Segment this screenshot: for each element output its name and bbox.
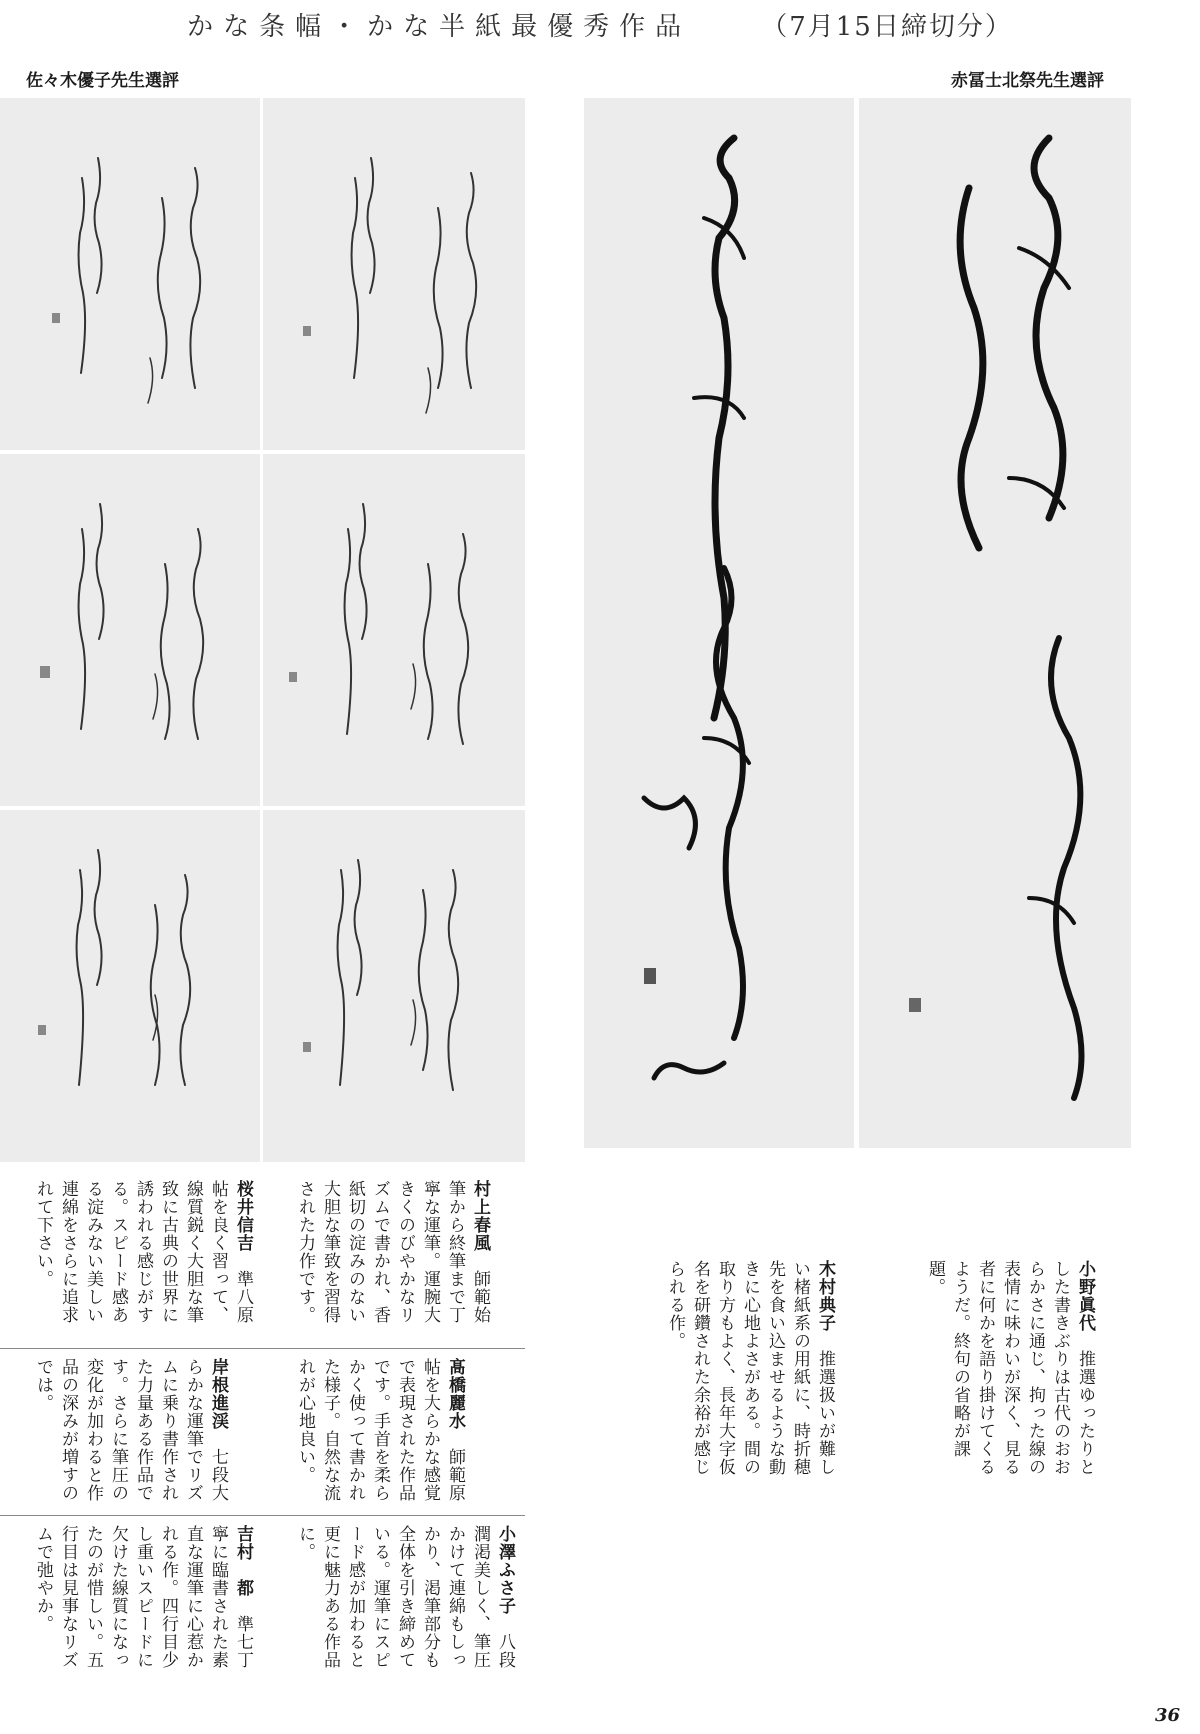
comment-name: 村上春風 (470, 1180, 490, 1252)
comment-left-5 (292, 1525, 517, 1675)
comment-left-2 (30, 1180, 255, 1335)
comment-rank: 推選 (1075, 1350, 1095, 1386)
divider (0, 1348, 525, 1349)
comment-right-2 (662, 1260, 837, 1490)
left-selector-label: 佐々木優子先生選評 (26, 71, 179, 91)
title-subtitle: （7月15日締切分） (761, 12, 1013, 42)
right-selector-label: 赤冨士北祭先生選評 (951, 71, 1104, 91)
comment-text: 始筆から終筆まで丁寧な運筆。運腕大きくのびやかなリズムで書かれ、香紙切の淀みのない大胆な筆致を習得された力作です。 (295, 1180, 490, 1324)
comment-rank: 七段 (208, 1448, 228, 1484)
comment-text: 大らかな運筆でリズムに乗り書作された力量ある作品です。さらに筆圧の変化が加わると作品の深みが増すのでは。 (33, 1358, 228, 1502)
comment-rank: 推選 (815, 1350, 835, 1386)
calligraphy-work-image (0, 810, 260, 1162)
calligraphy-work-image (263, 454, 525, 806)
comment-rank: 準七 (233, 1615, 253, 1651)
title-main: かな条幅・かな半紙最優秀作品 (187, 12, 692, 42)
comment-name: 木村典子 (815, 1260, 835, 1332)
comment-left-6 (30, 1525, 255, 1675)
comment-left-1 (292, 1180, 492, 1335)
comment-name: 小野眞代 (1075, 1260, 1095, 1332)
comment-rank: 八段 (495, 1633, 515, 1669)
calligraphy-work-image (584, 98, 854, 1148)
divider (0, 1515, 525, 1516)
comment-text: 原帖を良く習って、線質鋭く大胆な筆致に古典の世界に誘われる感じがする。スピード感ある淀みない美しい連綿をさらに追求れて下さい。 (33, 1180, 253, 1324)
page-title (0, 6, 1200, 43)
comment-text: 潤渇美しく、筆圧かけて連綿もしっかり、渇筆部分も全体を引き締めている。運筆にスピード感が加わると更に魅力ある作品に。 (295, 1525, 490, 1669)
calligraphy-work-image (0, 98, 260, 450)
comment-right-1 (922, 1260, 1097, 1490)
calligraphy-work-image (0, 454, 260, 806)
comment-text: 扱いが難しい楮紙系の用紙に、時折穂先を食い込ませるような動きに心地よさがある。間の取り方もよく、長年大字仮名を研鑽された余裕が感じられる作。 (665, 1260, 835, 1476)
comment-name: 岸根進渓 (208, 1358, 228, 1430)
comment-name: 髙橋麗水 (445, 1358, 465, 1430)
page-number: 36 (1154, 1705, 1180, 1726)
calligraphy-work-image (263, 810, 525, 1162)
comment-name: 吉村 都 (233, 1525, 253, 1597)
calligraphy-work-image (263, 98, 525, 450)
comment-name: 小澤ふさ子 (495, 1525, 515, 1615)
comment-rank: 準八 (233, 1270, 253, 1306)
comment-rank: 師範 (445, 1448, 465, 1484)
comment-rank: 師範 (470, 1270, 490, 1306)
comment-left-4 (30, 1358, 230, 1503)
comment-text: 丁寧に臨書された素直な運筆に心惹かれる作。四行目少し重いスピードに欠けた線質になったのが惜しい。五行目は見事なリズムで弛やか。 (33, 1525, 253, 1669)
calligraphy-work-image (859, 98, 1131, 1148)
comment-text: ゆったりとした書きぶりは古代のおおらかさに通じ、拘った線の表情に味わいが深く、見る者に何かを語り掛けてくるようだ。終句の省略が課題。 (925, 1260, 1095, 1476)
comment-text: 原帖を大らかな感覚で表現された作品です。手首を柔らかく使って書かれた様子。自然な流れが心地良い。 (295, 1358, 465, 1502)
comment-left-3 (292, 1358, 467, 1503)
comment-name: 桜井信吉 (233, 1180, 253, 1252)
